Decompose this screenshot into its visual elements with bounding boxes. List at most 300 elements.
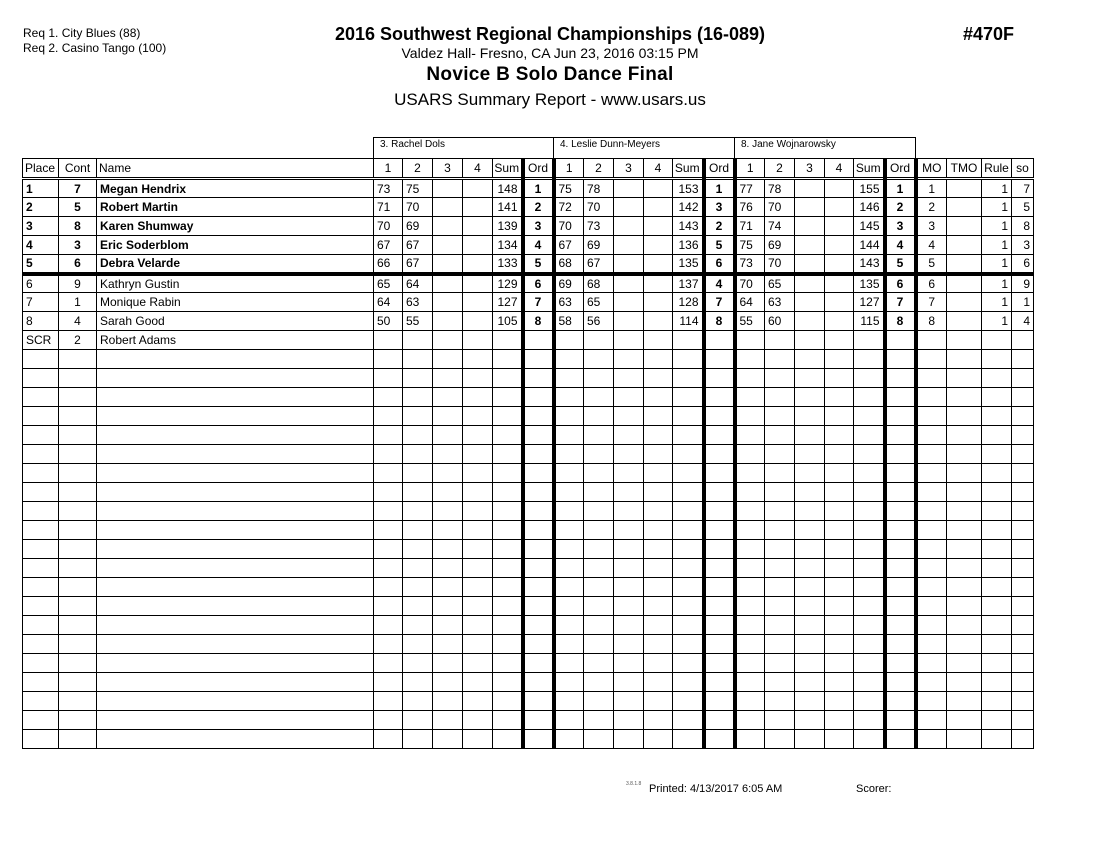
empty-cell: [765, 578, 795, 597]
tmo-cell: [947, 236, 982, 255]
empty-cell: [374, 483, 403, 502]
table-row: [23, 274, 1034, 293]
col-j1-sum: Sum: [493, 159, 523, 179]
rule-cell: 1: [982, 236, 1012, 255]
empty-cell: [433, 730, 463, 749]
empty-cell: [433, 597, 463, 616]
judge-3-score-2-cell: 69: [765, 236, 795, 255]
empty-cell: [59, 483, 97, 502]
empty-cell: [554, 483, 584, 502]
judge-3-score-1-cell: 75: [735, 236, 765, 255]
empty-cell: [704, 521, 735, 540]
table-row: [23, 293, 1034, 312]
empty-cell: [885, 350, 916, 369]
empty-cell: [97, 730, 374, 749]
place-cell: 4: [23, 236, 59, 255]
judge-3-score-4-cell: [825, 217, 854, 236]
judge-3-ordinal-cell: 8: [885, 312, 916, 331]
judge-3-score-3-cell: [795, 293, 825, 312]
empty-cell: [614, 578, 644, 597]
empty-cell: [673, 445, 704, 464]
empty-cell: [673, 673, 704, 692]
empty-cell: [916, 521, 947, 540]
col-j2-score-1: 1: [554, 159, 584, 179]
empty-cell: [885, 616, 916, 635]
empty-cell: [916, 654, 947, 673]
empty-cell: [433, 502, 463, 521]
empty-cell: [97, 521, 374, 540]
empty-cell: [947, 711, 982, 730]
col-name: Name: [97, 159, 374, 179]
skater-name-cell: Kathryn Gustin: [97, 274, 374, 293]
empty-cell: [97, 597, 374, 616]
empty-cell: [1012, 350, 1034, 369]
empty-cell: [885, 654, 916, 673]
judge-3-score-1-cell: [735, 331, 765, 350]
empty-cell: [765, 730, 795, 749]
judge-1-score-1-cell: 67: [374, 236, 403, 255]
empty-cell: [673, 654, 704, 673]
judge-3-ordinal-cell: 2: [885, 198, 916, 217]
judge-1-score-4-cell: [463, 312, 493, 331]
empty-cell: [584, 407, 614, 426]
judge-3-sum-cell: 135: [854, 274, 885, 293]
empty-cell: [59, 654, 97, 673]
judge-3-score-2-cell: 74: [765, 217, 795, 236]
judge-2-sum-cell: 137: [673, 274, 704, 293]
empty-cell: [59, 578, 97, 597]
empty-cell: [463, 540, 493, 559]
empty-cell: [1012, 464, 1034, 483]
cont-cell: 3: [59, 236, 97, 255]
empty-table-row: [23, 350, 1034, 369]
empty-cell: [614, 559, 644, 578]
judge-1-sum-cell: 133: [493, 255, 523, 274]
judge-1-score-1-cell: 70: [374, 217, 403, 236]
judge-3-score-4-cell: [825, 312, 854, 331]
empty-cell: [795, 692, 825, 711]
judge-1-score-1-cell: 50: [374, 312, 403, 331]
empty-cell: [644, 730, 673, 749]
judge-1-score-2-cell: 69: [403, 217, 433, 236]
empty-cell: [463, 559, 493, 578]
empty-cell: [825, 692, 854, 711]
empty-cell: [885, 426, 916, 445]
empty-cell: [644, 673, 673, 692]
empty-cell: [885, 483, 916, 502]
empty-cell: [765, 407, 795, 426]
empty-cell: [795, 635, 825, 654]
judge-2-score-3-cell: [614, 331, 644, 350]
empty-cell: [403, 369, 433, 388]
judge-1-sum-cell: 134: [493, 236, 523, 255]
skater-name-cell: Monique Rabin: [97, 293, 374, 312]
empty-cell: [825, 483, 854, 502]
col-cont: Cont: [59, 159, 97, 179]
empty-cell: [854, 350, 885, 369]
judge-1-ordinal-cell: 3: [523, 217, 554, 236]
col-j2-sum: Sum: [673, 159, 704, 179]
empty-cell: [433, 635, 463, 654]
empty-cell: [523, 673, 554, 692]
judge-2-score-4-cell: [644, 255, 673, 274]
judge-1-score-4-cell: [463, 236, 493, 255]
empty-cell: [644, 464, 673, 483]
judge-3-ordinal-cell: 3: [885, 217, 916, 236]
judge-1-ordinal-cell: 6: [523, 274, 554, 293]
empty-cell: [374, 711, 403, 730]
judge-1-score-3-cell: [433, 312, 463, 331]
empty-cell: [523, 597, 554, 616]
empty-cell: [765, 502, 795, 521]
place-cell: 2: [23, 198, 59, 217]
empty-cell: [916, 483, 947, 502]
printed-timestamp: Printed: 4/13/2017 6:05 AM: [649, 783, 783, 795]
mo-cell: 7: [916, 293, 947, 312]
empty-cell: [614, 521, 644, 540]
empty-cell: [765, 369, 795, 388]
judge-3-sum-cell: 146: [854, 198, 885, 217]
empty-cell: [673, 407, 704, 426]
empty-cell: [584, 540, 614, 559]
empty-cell: [584, 654, 614, 673]
empty-cell: [97, 464, 374, 483]
judge-2-score-2-cell: 67: [584, 255, 614, 274]
judge-3-score-2-cell: 60: [765, 312, 795, 331]
empty-cell: [735, 540, 765, 559]
judge-2-score-2-cell: 56: [584, 312, 614, 331]
empty-cell: [1012, 673, 1034, 692]
judge-2-ordinal-cell: 8: [704, 312, 735, 331]
so-cell: 1: [1012, 293, 1034, 312]
judge-3-ordinal-cell: 1: [885, 179, 916, 198]
so-cell: 8: [1012, 217, 1034, 236]
empty-cell: [982, 521, 1012, 540]
empty-cell: [644, 521, 673, 540]
empty-table-row: [23, 464, 1034, 483]
empty-cell: [854, 730, 885, 749]
skater-name-cell: Megan Hendrix: [97, 179, 374, 198]
empty-cell: [614, 597, 644, 616]
judge-3-score-2-cell: 70: [765, 198, 795, 217]
empty-cell: [644, 711, 673, 730]
empty-cell: [584, 635, 614, 654]
empty-table-row: [23, 692, 1034, 711]
empty-cell: [23, 654, 59, 673]
empty-cell: [463, 730, 493, 749]
judge-1-score-3-cell: [433, 293, 463, 312]
judge-3-score-2-cell: 78: [765, 179, 795, 198]
empty-cell: [374, 578, 403, 597]
empty-cell: [493, 692, 523, 711]
judge-2-sum-cell: 142: [673, 198, 704, 217]
empty-cell: [825, 445, 854, 464]
empty-cell: [403, 483, 433, 502]
judge-3-score-1-cell: 64: [735, 293, 765, 312]
empty-cell: [374, 426, 403, 445]
empty-cell: [885, 407, 916, 426]
empty-cell: [1012, 616, 1034, 635]
empty-table-row: [23, 445, 1034, 464]
judge-2-sum-cell: 114: [673, 312, 704, 331]
empty-cell: [97, 673, 374, 692]
empty-cell: [704, 426, 735, 445]
event-number: #470F: [963, 24, 1015, 44]
judge-1-score-1-cell: 71: [374, 198, 403, 217]
empty-cell: [523, 559, 554, 578]
empty-cell: [982, 692, 1012, 711]
empty-cell: [825, 502, 854, 521]
tmo-cell: [947, 331, 982, 350]
tmo-cell: [947, 217, 982, 236]
empty-cell: [854, 578, 885, 597]
empty-cell: [854, 711, 885, 730]
empty-cell: [614, 350, 644, 369]
empty-cell: [885, 521, 916, 540]
empty-table-row: [23, 426, 1034, 445]
empty-table-row: [23, 635, 1034, 654]
empty-cell: [947, 540, 982, 559]
judge-1-sum-cell: 139: [493, 217, 523, 236]
so-cell: 5: [1012, 198, 1034, 217]
empty-cell: [614, 388, 644, 407]
empty-cell: [947, 369, 982, 388]
empty-cell: [825, 616, 854, 635]
empty-cell: [982, 483, 1012, 502]
judge-2-ordinal-cell: 5: [704, 236, 735, 255]
empty-cell: [765, 540, 795, 559]
mo-cell: 8: [916, 312, 947, 331]
empty-cell: [1012, 654, 1034, 673]
empty-cell: [59, 597, 97, 616]
empty-cell: [463, 369, 493, 388]
empty-cell: [403, 673, 433, 692]
judge-2-score-3-cell: [614, 293, 644, 312]
empty-cell: [554, 578, 584, 597]
empty-cell: [97, 711, 374, 730]
judge-1-ordinal-cell: 4: [523, 236, 554, 255]
empty-cell: [403, 692, 433, 711]
empty-cell: [403, 559, 433, 578]
empty-cell: [554, 502, 584, 521]
empty-cell: [374, 692, 403, 711]
empty-cell: [795, 407, 825, 426]
empty-cell: [523, 654, 554, 673]
judge-1-score-1-cell: 65: [374, 274, 403, 293]
empty-cell: [916, 350, 947, 369]
col-j3-score-3: 3: [795, 159, 825, 179]
empty-cell: [23, 369, 59, 388]
empty-cell: [673, 616, 704, 635]
empty-cell: [704, 445, 735, 464]
judge-2-ordinal-cell: [704, 331, 735, 350]
empty-cell: [463, 635, 493, 654]
empty-cell: [614, 730, 644, 749]
empty-cell: [825, 407, 854, 426]
empty-cell: [644, 350, 673, 369]
empty-cell: [735, 407, 765, 426]
empty-cell: [433, 464, 463, 483]
empty-cell: [854, 369, 885, 388]
tmo-cell: [947, 198, 982, 217]
empty-cell: [673, 388, 704, 407]
judge-2-score-2-cell: 65: [584, 293, 614, 312]
empty-cell: [59, 350, 97, 369]
empty-cell: [523, 369, 554, 388]
empty-cell: [433, 578, 463, 597]
empty-cell: [59, 521, 97, 540]
empty-cell: [554, 407, 584, 426]
empty-cell: [433, 388, 463, 407]
empty-cell: [433, 559, 463, 578]
empty-cell: [23, 730, 59, 749]
empty-cell: [947, 350, 982, 369]
empty-cell: [982, 578, 1012, 597]
empty-cell: [403, 540, 433, 559]
empty-cell: [1012, 369, 1034, 388]
empty-cell: [584, 464, 614, 483]
judge-2-score-2-cell: [584, 331, 614, 350]
empty-cell: [374, 502, 403, 521]
empty-cell: [765, 521, 795, 540]
empty-cell: [1012, 597, 1034, 616]
judge-2-score-2-cell: 69: [584, 236, 614, 255]
judge-3-score-4-cell: [825, 274, 854, 293]
empty-cell: [795, 673, 825, 692]
empty-table-row: [23, 407, 1034, 426]
empty-cell: [523, 407, 554, 426]
empty-cell: [854, 426, 885, 445]
empty-cell: [493, 597, 523, 616]
empty-table-row: [23, 369, 1034, 388]
empty-cell: [644, 445, 673, 464]
empty-cell: [523, 464, 554, 483]
judge-3-score-4-cell: [825, 331, 854, 350]
empty-cell: [825, 426, 854, 445]
empty-cell: [23, 426, 59, 445]
empty-cell: [704, 692, 735, 711]
empty-cell: [59, 369, 97, 388]
mo-cell: [916, 331, 947, 350]
empty-cell: [795, 445, 825, 464]
judge-2-score-3-cell: [614, 198, 644, 217]
empty-cell: [433, 483, 463, 502]
judge-1-ordinal-cell: 7: [523, 293, 554, 312]
empty-cell: [493, 730, 523, 749]
empty-cell: [1012, 559, 1034, 578]
empty-cell: [614, 369, 644, 388]
empty-cell: [885, 711, 916, 730]
empty-cell: [584, 502, 614, 521]
empty-cell: [854, 521, 885, 540]
empty-cell: [673, 483, 704, 502]
report-name: USARS Summary Report - www.usars.us: [394, 90, 706, 109]
judge-3-score-3-cell: [795, 179, 825, 198]
empty-cell: [523, 502, 554, 521]
judge-2-score-3-cell: [614, 236, 644, 255]
empty-cell: [59, 540, 97, 559]
empty-cell: [23, 559, 59, 578]
table-row: [23, 331, 1034, 350]
empty-cell: [493, 350, 523, 369]
empty-cell: [982, 464, 1012, 483]
empty-cell: [825, 711, 854, 730]
cont-cell: 4: [59, 312, 97, 331]
empty-cell: [735, 635, 765, 654]
empty-table-row: [23, 388, 1034, 407]
empty-cell: [584, 521, 614, 540]
empty-cell: [644, 388, 673, 407]
empty-cell: [97, 369, 374, 388]
empty-cell: [704, 407, 735, 426]
empty-cell: [795, 559, 825, 578]
judge-1-ordinal-cell: 8: [523, 312, 554, 331]
col-j1-score-1: 1: [374, 159, 403, 179]
empty-cell: [584, 350, 614, 369]
empty-cell: [554, 597, 584, 616]
judge-3-ordinal-cell: 7: [885, 293, 916, 312]
empty-cell: [584, 578, 614, 597]
col-j1-score-4: 4: [463, 159, 493, 179]
empty-cell: [374, 350, 403, 369]
empty-cell: [97, 692, 374, 711]
empty-cell: [885, 445, 916, 464]
empty-cell: [947, 464, 982, 483]
tmo-cell: [947, 293, 982, 312]
empty-cell: [614, 483, 644, 502]
empty-table-row: [23, 654, 1034, 673]
empty-cell: [374, 654, 403, 673]
empty-cell: [403, 654, 433, 673]
empty-cell: [433, 407, 463, 426]
judge-3-score-2-cell: 70: [765, 255, 795, 274]
judge-header-1: 3. Rachel Dols: [373, 137, 554, 158]
empty-cell: [825, 559, 854, 578]
empty-cell: [735, 502, 765, 521]
empty-cell: [23, 502, 59, 521]
empty-cell: [463, 445, 493, 464]
judge-1-score-3-cell: [433, 255, 463, 274]
empty-cell: [554, 540, 584, 559]
judge-3-sum-cell: [854, 331, 885, 350]
empty-cell: [493, 616, 523, 635]
empty-cell: [554, 388, 584, 407]
judge-3-sum-cell: 155: [854, 179, 885, 198]
cont-cell: 8: [59, 217, 97, 236]
empty-cell: [947, 635, 982, 654]
empty-cell: [885, 635, 916, 654]
judge-3-sum-cell: 145: [854, 217, 885, 236]
empty-cell: [765, 635, 795, 654]
empty-cell: [982, 597, 1012, 616]
empty-cell: [885, 559, 916, 578]
empty-cell: [644, 654, 673, 673]
empty-cell: [673, 635, 704, 654]
empty-cell: [673, 350, 704, 369]
cont-cell: 6: [59, 255, 97, 274]
empty-cell: [885, 502, 916, 521]
empty-cell: [1012, 711, 1034, 730]
empty-cell: [403, 464, 433, 483]
judge-3-score-1-cell: 73: [735, 255, 765, 274]
empty-cell: [59, 502, 97, 521]
so-cell: 6: [1012, 255, 1034, 274]
judge-2-sum-cell: 136: [673, 236, 704, 255]
col-mo: MO: [916, 159, 947, 179]
empty-cell: [795, 597, 825, 616]
place-cell: 1: [23, 179, 59, 198]
empty-cell: [433, 654, 463, 673]
